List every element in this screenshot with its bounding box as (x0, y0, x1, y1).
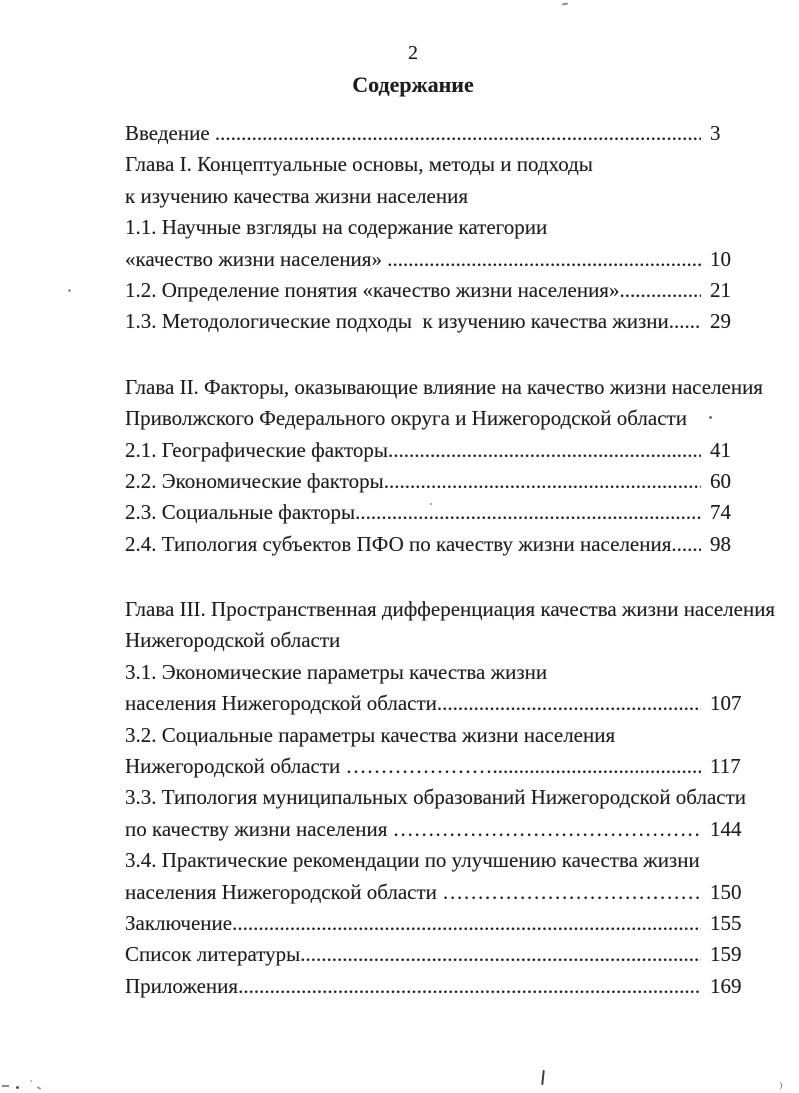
toc-entry (125, 877, 747, 908)
dot-leader (300, 939, 701, 970)
toc-entry (125, 244, 747, 275)
dot-leader (437, 688, 701, 719)
toc-entry (125, 720, 747, 751)
toc-entry-page: 41 (710, 437, 731, 462)
toc-entry-text: Заключение (125, 910, 233, 935)
page-number: 2 (408, 42, 418, 64)
toc-entry (125, 149, 747, 180)
dot-leader (393, 814, 701, 845)
toc-entry-page: 10 (710, 246, 731, 271)
toc-entry-page: 169 (710, 973, 742, 998)
toc-entry-page: 150 (710, 879, 742, 904)
toc-entry-text: 2.3. Социальные факторы (125, 500, 356, 525)
toc-entry-text: 3.3. Типология муниципальных образований Нижегородской области (125, 785, 747, 810)
toc-entry-page: 155 (710, 910, 742, 935)
dot-leader (669, 306, 701, 337)
toc-entry-text: населения Нижегородской области (125, 691, 437, 716)
toc-entry-text: к изучению качества жизни населения (125, 183, 468, 208)
dot-leader (215, 118, 701, 149)
dot-leader (442, 877, 701, 908)
toc-entry (125, 814, 747, 845)
dot-leader (384, 466, 701, 497)
toc-entry (125, 435, 747, 466)
toc-entry-text: 1.2. Определение понятия «качество жизни населения» (125, 277, 620, 302)
toc-entry-text: Введение (125, 121, 215, 145)
toc-entry-page: 107 (710, 691, 742, 716)
toc-entry-text: Нижегородской области (125, 754, 346, 779)
toc-entry (125, 908, 747, 939)
toc-entry-page: 29 (710, 309, 731, 334)
toc-entry (125, 497, 747, 528)
toc-entry-text: Нижегородской области (125, 628, 341, 653)
toc-entry-page: 74 (710, 500, 731, 525)
toc-entry (125, 688, 747, 719)
scan-artifact (37, 1086, 41, 1090)
toc-entry (125, 625, 747, 656)
toc-entry (125, 466, 747, 497)
toc-entry-text: 3.4. Практические рекомендации по улучшению качества жизни (125, 848, 700, 873)
toc-entry (125, 939, 747, 970)
scan-artifact (541, 1070, 545, 1085)
toc-entry-text: 1.1. Научные взгляды на содержание категории (125, 215, 548, 240)
toc-entry-page: 98 (710, 531, 731, 556)
dot-leader (619, 275, 701, 306)
scan-artifact (776, 1081, 782, 1090)
toc-entry (125, 212, 747, 243)
toc-entry-text: 3.1. Экономические параметры качества жизни (125, 659, 548, 684)
toc-entry-text: 2.2. Экономические факторы (125, 468, 384, 493)
toc-entry-text: Приложения (125, 973, 239, 998)
toc-entry (125, 275, 747, 306)
toc-entry-page: 21 (710, 277, 731, 302)
toc-entry (125, 372, 763, 403)
toc-entry (125, 751, 747, 782)
scan-artifact (16, 1086, 19, 1089)
toc-entry-text: Глава II. Факторы, оказывающие влияние на качество жизни населения (125, 374, 763, 399)
toc-entry-text: Приволжского Федерального округа и Нижегородской области (125, 406, 687, 431)
toc-entry (125, 657, 747, 688)
dot-leader (232, 908, 701, 939)
scan-artifact (430, 503, 432, 505)
dot-leader (238, 971, 701, 1002)
toc-entry-page: 117 (710, 754, 741, 779)
toc-entry (125, 403, 747, 434)
table-of-contents (125, 118, 776, 1002)
scan-artifact (2, 1085, 9, 1087)
toc-entry (125, 845, 747, 876)
scan-artifact (68, 289, 71, 292)
toc-entry-text: Глава I. Концептуальные основы, методы и подходы (125, 152, 593, 177)
toc-entry (125, 971, 747, 1002)
dot-leader (346, 751, 701, 782)
toc-entry-page: 144 (710, 816, 742, 841)
toc-entry-text: Список литературы (125, 942, 301, 967)
toc-entry (125, 306, 747, 337)
toc-entry-page: 60 (710, 468, 731, 493)
toc-entry-text: «качество жизни населения» (125, 246, 388, 271)
toc-entry (125, 118, 747, 149)
scan-artifact (562, 2, 568, 5)
document-title: Содержание (352, 72, 474, 97)
toc-entry-page: 159 (710, 942, 742, 967)
toc-entry-text: 1.3. Методологические подходы к изучению качества жизни (125, 309, 669, 334)
toc-entry-text: населения Нижегородской области (125, 879, 443, 904)
scan-artifact (709, 416, 712, 419)
scan-artifact (30, 1080, 32, 1082)
toc-entry-text: 2.4. Типология субъектов ПФО по качеству жизни населения (125, 531, 672, 556)
dot-leader (671, 529, 701, 560)
toc-entry (125, 181, 747, 212)
toc-entry-text: по качеству жизни населения (125, 816, 393, 841)
toc-entry (125, 594, 776, 625)
dot-leader (387, 244, 701, 275)
toc-entry-text: 3.2. Социальные параметры качества жизни населения (125, 722, 616, 747)
toc-entry-page: 3 (710, 121, 721, 145)
dot-leader (388, 435, 701, 466)
toc-entry-text: Глава III. Пространственная дифференциация качества жизни населения (125, 597, 776, 622)
toc-entry (125, 782, 747, 813)
toc-entry-text: 2.1. Географические факторы (125, 437, 388, 462)
dot-leader (355, 497, 701, 528)
toc-entry (125, 529, 747, 560)
